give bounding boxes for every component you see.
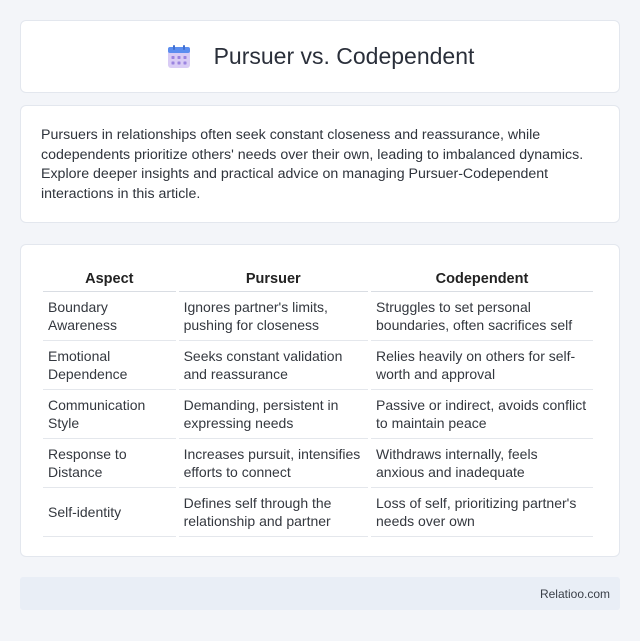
cell-aspect: Self-identity (43, 488, 176, 537)
cell-pursuer: Ignores partner's limits, pushing for closeness (179, 292, 368, 341)
footer (20, 577, 620, 610)
cell-codependent: Loss of self, prioritizing partner's needs over own (371, 488, 593, 537)
comparison-table-card (20, 244, 620, 557)
table-row (43, 390, 593, 439)
calendar-icon (166, 44, 192, 70)
table-row (43, 341, 593, 390)
header-pursuer: Pursuer (179, 265, 368, 292)
table-header-row (43, 265, 593, 292)
cell-aspect: Emotional Dependence (43, 341, 176, 390)
cell-aspect: Communication Style (43, 390, 176, 439)
table-row (43, 292, 593, 341)
cell-codependent: Passive or indirect, avoids conflict to maintain peace (371, 390, 593, 439)
footer-brand-link[interactable]: Relatioo.com (539, 586, 610, 601)
header-codependent: Codependent (371, 265, 593, 292)
cell-codependent: Struggles to set personal boundaries, often sacrifices self (371, 292, 593, 341)
cell-aspect: Boundary Awareness (43, 292, 176, 341)
comparison-table (40, 265, 596, 537)
cell-aspect: Response to Distance (43, 439, 176, 488)
intro-card (20, 105, 620, 223)
cell-codependent: Relies heavily on others for self-worth and approval (371, 341, 593, 390)
cell-pursuer: Demanding, persistent in expressing needs (179, 390, 368, 439)
intro-paragraph: Pursuers in relationships often seek constant closeness and reassurance, while codependents prioritize others' needs over their own, leading to imbalanced dynamics. Explore deeper insights and practical advice on managing Pursuer-Codependent interactions in this article. (41, 127, 584, 202)
page-title: Pursuer vs. Codependent (213, 43, 475, 69)
title-card (20, 20, 620, 93)
cell-pursuer: Defines self through the relationship and partner (179, 488, 368, 537)
table-row (43, 439, 593, 488)
cell-pursuer: Increases pursuit, intensifies efforts to connect (179, 439, 368, 488)
cell-pursuer: Seeks constant validation and reassurance (179, 341, 368, 390)
table-row (43, 488, 593, 537)
cell-codependent: Withdraws internally, feels anxious and inadequate (371, 439, 593, 488)
header-aspect: Aspect (43, 265, 176, 292)
